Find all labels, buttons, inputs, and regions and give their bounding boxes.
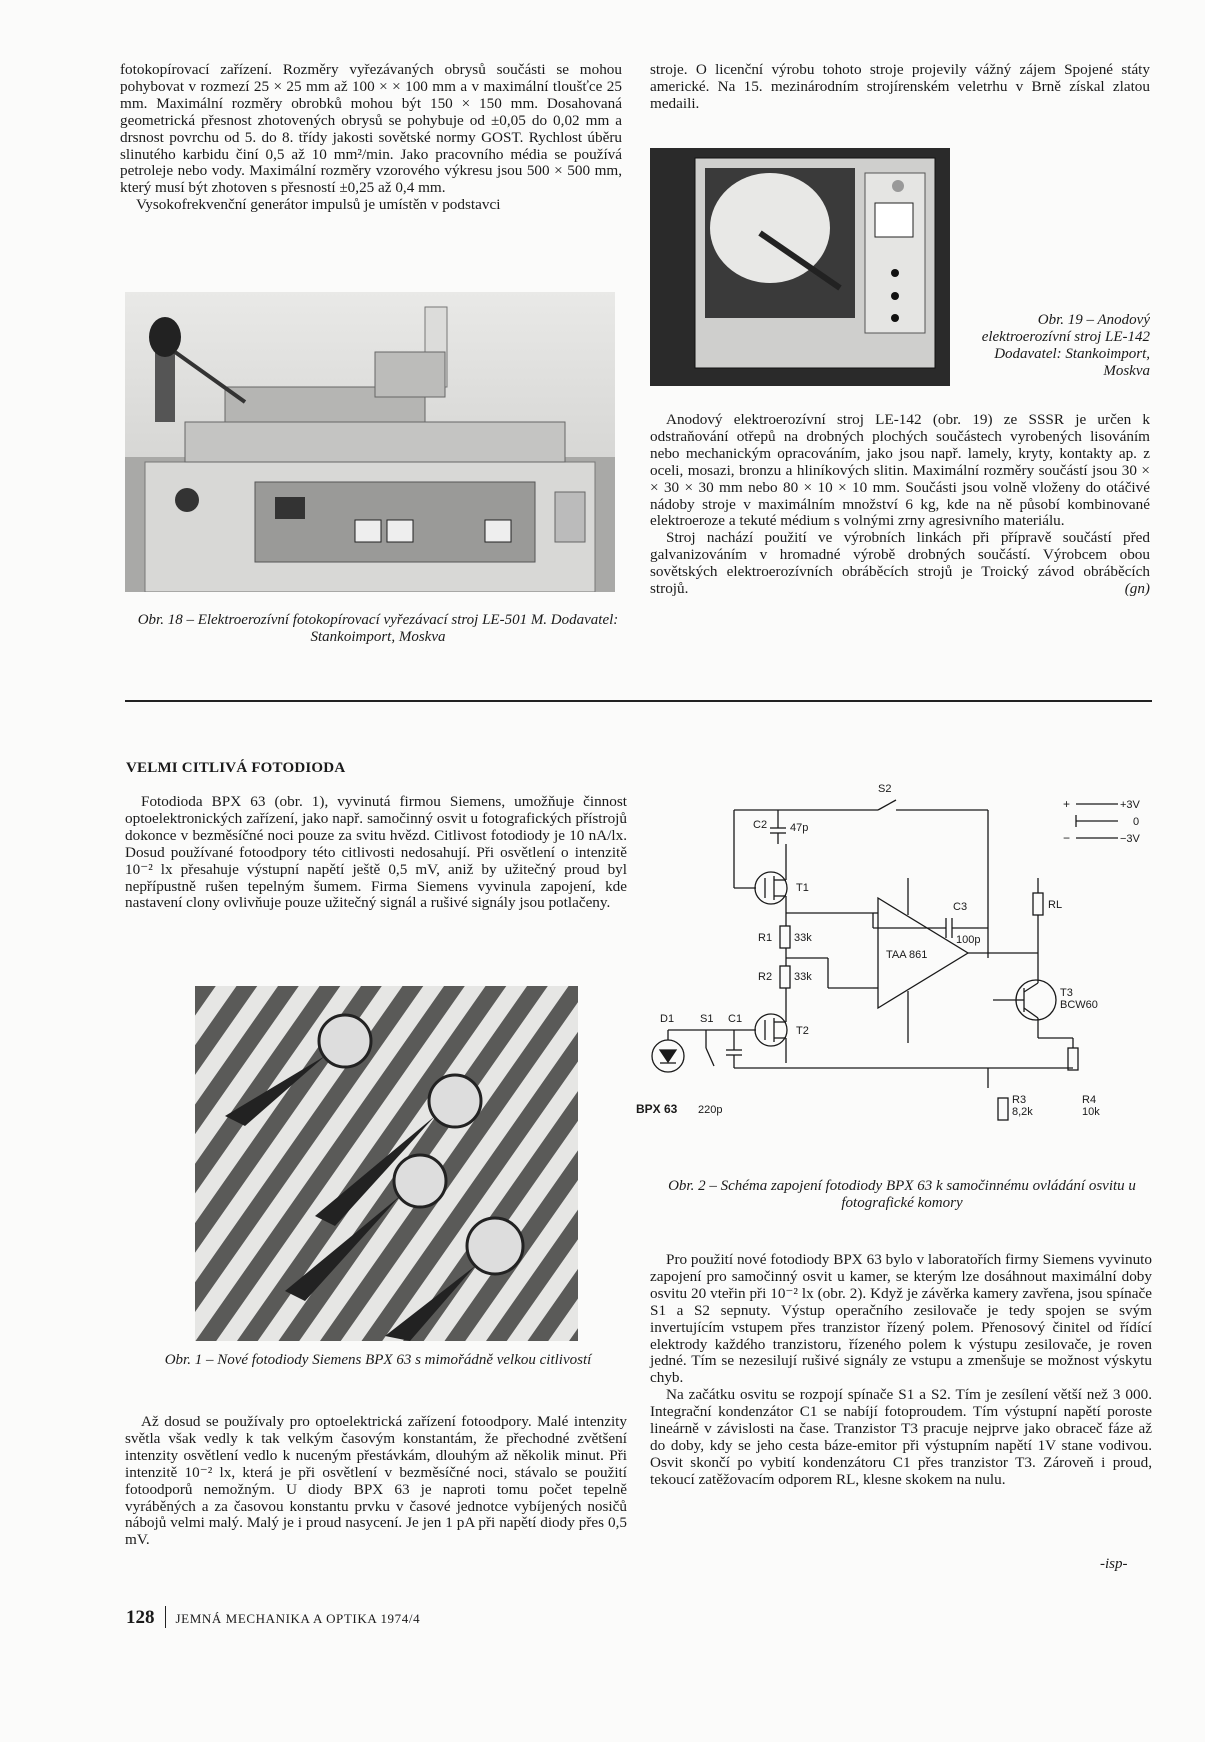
label-v-pos: +3V (1120, 799, 1140, 811)
label-bpx63: BPX 63 (636, 1102, 678, 1116)
label-c1: C1 (728, 1013, 743, 1025)
label-v-zero: 0 (1133, 816, 1140, 828)
journal-name: JEMNÁ MECHANIKA A OPTIKA 1974/4 (175, 1611, 421, 1626)
top-right-column-body (650, 412, 1150, 598)
article-left-column-body (125, 1414, 627, 1549)
paragraph: fotokopírovací zařízení. Rozměry vyřezávaných obrysů součásti se mohou pohybovat v rozmezí 25 × 25 mm až 100 × × 100 mm a v maximální tloušťce 25 mm. Maximální rozměry obrobků mohou být 150 × 150 mm. Dosahovaná geometrická přesnost zhotovených obrysů se pohybuje od ±0,05 do 0,02 mm a drsnost povrchu od 5. do 8. třídy jakosti sovětské normy GOST. Rychlost úběru slinutého karbidu činí 0,5 až 10 mm²/min. Jako pracovního média se používá petroleje nebo vody. Maximální rozměry vzorového výkresu jsou 500 × 500 mm, který musí být zhotoven s přesností ±0,25 až 0,4 mm. (120, 61, 622, 197)
schematic-fig2 (628, 778, 1158, 1130)
label-r4: R4 (1082, 1094, 1097, 1106)
label-r2-value: 33k (794, 971, 812, 983)
photo-fig18-machine (125, 292, 615, 592)
article-title: VELMI CITLIVÁ FOTODIODA (126, 760, 346, 776)
page-number: 128 (126, 1607, 155, 1628)
label-t3-type: BCW60 (1060, 999, 1098, 1011)
article-intro-column (125, 794, 627, 912)
footer-separator (165, 1606, 166, 1628)
photo-fig19-machine (650, 148, 950, 386)
label-r2: R2 (758, 971, 773, 983)
label-c2-value: 47p (790, 822, 809, 834)
article-signature: -isp- (1100, 1556, 1128, 1572)
paragraph: Pro použití nové fotodiody BPX 63 bylo v laboratořích firmy Siemens vyvinuto zapojení pro samočinný osvit u kamer, se kterým lze dosáhnout maximální doby osvitu 20 vteřin při 10⁻² lx (obr. 2). Když je závěrka kamery zavřena, jsou spínače S1 a S2 sepnuty. Výstup operačního zesilovače je tedy spojen se svým invertujícím vstupem přes tranzistor řízený polem. Přenosový činitel od řídící elektrody každého tranzistoru, řízeného polem k výstupu zesilovače, je roven jedné. Tím se nezesilují rušivé signály ze vstupu a zmenšuje se možnost výskytu chyb. (650, 1251, 1152, 1387)
label-t2: T2 (796, 1025, 809, 1037)
article-right-column-body (650, 1252, 1152, 1489)
label-c3-value: 100p (956, 934, 981, 946)
label-r1-value: 33k (794, 932, 812, 944)
caption-fig18: Obr. 18 – Elektroerozívní fotokopírovací vyřezávací stroj LE-501 M. Dodavatel: Stankoimport, Moskva (137, 612, 619, 645)
label-r4-value: 10k (1082, 1106, 1100, 1118)
label-r3-value: 8,2k (1012, 1106, 1033, 1118)
label-r1: R1 (758, 932, 773, 944)
paragraph: Anodový elektroerozívní stroj LE-142 (obr. 19) ze SSSR je určen k odstraňování otřepů na drobných plochých součástech vyrobených lisováním nebo mechanickým opracováním, jako jsou např. lamely, kryty, kontakty ap. z oceli, mosazi, bronzu a hliníkových slitin. Maximální rozměry součástí jsou 30 × × 30 × 30 mm nebo 80 × 10 × 10 mm. Součásti jsou volně vloženy do otáčivé nádoby stroje v maximálním množství 6 kg, kde na ně působí kombinované elektroeroze a tekuté médium s volnými zrny agresivního materiálu. (650, 411, 1150, 530)
label-plus-supply: + (1063, 797, 1071, 811)
caption-fig2: Obr. 2 – Schéma zapojení fotodiody BPX 63 k samočinnému ovládání osvitu u fotografické komory (668, 1178, 1136, 1211)
author-signature: (gn) (1124, 580, 1150, 598)
label-rl: RL (1048, 899, 1063, 911)
paragraph: stroje. O licenční výrobu tohoto stroje projevily vážný zájem Spojené státy americké. Na 15. mezinárodním strojírenském veletrhu v Brně získal zlatou medaili. (650, 61, 1150, 112)
caption-fig1: Obr. 1 – Nové fotodiody Siemens BPX 63 s mimořádně velkou citlivostí (164, 1352, 592, 1368)
label-minus-supply: − (1063, 831, 1071, 845)
paragraph: Vysokofrekvenční generátor impulsů je umístěn v podstavci (136, 196, 501, 214)
top-left-column (120, 62, 622, 214)
label-r3: R3 (1012, 1094, 1027, 1106)
label-c1-value: 220p (698, 1104, 723, 1116)
label-v-neg: −3V (1120, 833, 1140, 845)
label-s2: S2 (878, 783, 892, 795)
label-c2: C2 (753, 819, 768, 831)
page-footer (126, 1606, 420, 1629)
label-t3: T3 (1060, 987, 1073, 999)
label-s1: S1 (700, 1013, 714, 1025)
caption-fig19: Obr. 19 – Anodový elektroerozívní stroj LE-142 Dodavatel: Stankoimport, Moskva (981, 312, 1150, 379)
photo-fig1-photodiodes (195, 986, 578, 1341)
label-opamp: TAA 861 (886, 949, 928, 961)
section-divider (125, 700, 1152, 702)
label-d1: D1 (660, 1013, 675, 1025)
label-c3: C3 (953, 901, 968, 913)
paragraph-text: Stroj nachází použití ve výrobních linkách při přípravě součástí před galvanizováním v hromadné výrobě drobných součástí. Výrobcem obou sovětských elektroerozívních obráběcích strojů je Troický závod obráběcích strojů. (650, 529, 1150, 598)
label-t1: T1 (796, 882, 809, 894)
paragraph: Na začátku osvitu se rozpojí spínače S1 a S2. Tím je zesílení větší než 3 000. Integrační kondenzátor C1 se nabíjí fotoproudem. Tím výstupní napětí poroste lineárně v závislosti na čase. Tranzistor T3 pracuje nejprve jako obraceč fáze až do doby, kdy se jeho cesta báze-emitor při výstupním napětí 1V stane vodivou. Osvit skončí po vybití kondenzátoru C1 přes tranzistor T3. Zároveň i proud, tekoucí zatěžovacím odporem RL, klesne skokem na nulu. (650, 1386, 1152, 1488)
paragraph: Fotodioda BPX 63 (obr. 1), vyvinutá firmou Siemens, umožňuje činnost optoelektronických zařízení, jako např. samočinný osvit u fotografických přístrojů dokonce v bezměsíčné noci pouze za svitu hvězd. Citlivost fotodiody je 10 nA/lx. Dosud používané fotoodpory této citlivosti nedosahují. Při osvětlení o intenzitě 10⁻² lx přesahuje výstupní napětí ještě 0,5 mV, aniž by užitečný proud byl nepřípustně rušen tepelným šumem. Firma Siemens vyvinula zapojení, kde nastavení clony ovlivňuje pouze užitečný signál a rušivé signály jsou potlačeny. (125, 793, 627, 912)
paragraph: Až dosud se používaly pro optoelektrická zařízení fotoodpory. Malé intenzity světla však vedly k tak velkým časovým konstantám, že přechodné zvětšení intenzity osvětlení vedlo k nuceným přestávkám, dlouhým až několik minut. Při intenzitě 10⁻² lx, která je při osvětlení v bezměsíčné noci, stávalo se použití fotoodporů nemožným. U diody BPX 63 je naproti tomu počet tepelně vyráběných a za časovou konstantu prvku v časové jednotce vybíjených nosičů nábojů velmi malý. Malý je i proud nasycení. Je jen 1 pA při napětí diody přes 0,5 mV. (125, 1413, 627, 1549)
paragraph (650, 530, 1150, 598)
top-right-column-intro (650, 62, 1150, 113)
